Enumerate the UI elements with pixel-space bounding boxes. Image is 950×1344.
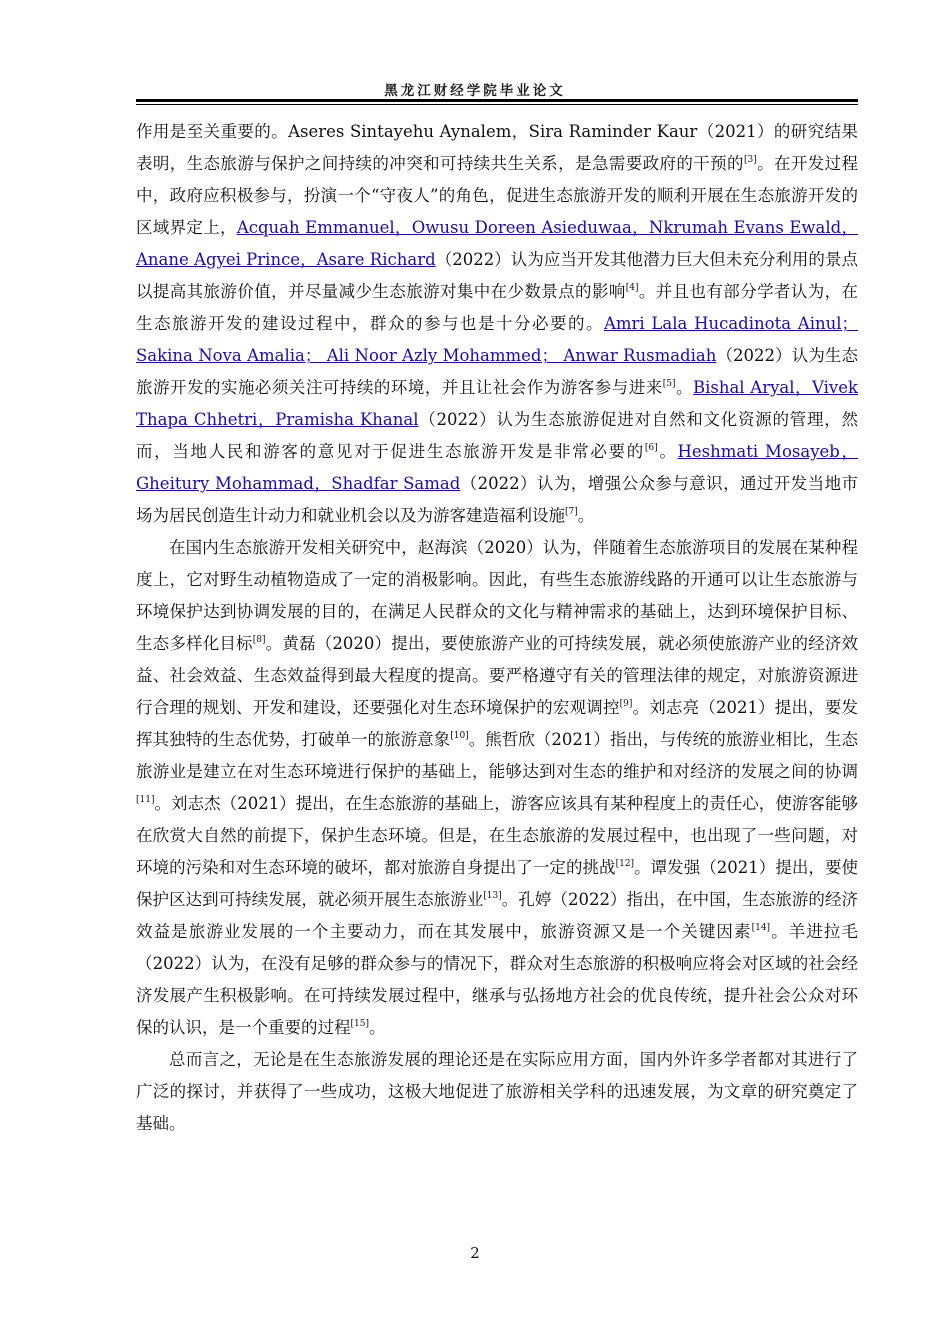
paragraph-text: 。熊哲欣（2021）指出，与传统的旅游业相比，生态旅游业是建立在对生态环境进行保护的基础上，能够达到对生态的维护和对经济的发展之间的协调 (136, 730, 858, 781)
citation-superscript: [14] (751, 922, 771, 933)
header-rule-thick (136, 99, 858, 102)
citation-superscript: [5] (662, 378, 676, 389)
paragraph (136, 532, 858, 1044)
page-header-title: 黑龙江财经学院毕业论文 (384, 83, 566, 99)
paragraph-text: 。谭发强（2021）提出，要使保护区达到可持续发展，就必须开展生态旅游业 (136, 858, 858, 909)
paragraph-text: 。 (657, 442, 678, 461)
paragraph-text: 。在开发过程中，政府应积极参与，扮演一个“守夜人”的角色，促进生态旅游开发的顺利开展在生态旅游开发的区域界定上， (136, 154, 859, 237)
citation-superscript: [12] (615, 858, 635, 869)
paragraph-text: 总而言之，无论是在生态旅游发展的理论还是在实际应用方面，国内外许多学者都对其进行了广泛的探讨，并获得了一些成功，这极大地促进了旅游相关学科的迅速发展，为文章的研究奠定了基础。 (136, 1050, 858, 1133)
citation-superscript: [4] (625, 282, 639, 293)
author-link[interactable]: Bishal Aryal，Vivek Thapa Chhetri，Pramisha Khanal (136, 378, 859, 429)
author-link[interactable]: Acquah Emmanuel，Owusu Doreen Asieduwaa，Nkrumah Evans Ewald，Anane Agyei Prince，Asare Richard (136, 218, 859, 269)
paragraph-text: 。 (577, 506, 595, 525)
paragraph-text: （2022）认为生态旅游开发的实施必须关注可持续的环境，并且让社会作为游客参与进来 (136, 346, 859, 397)
body-text (136, 116, 858, 1140)
citation-superscript: [15] (350, 1018, 369, 1029)
paragraph-text: 。刘志杰（2021）提出，在生态旅游的基础上，游客应该具有某种程度上的责任心，使游客能够在欣赏大自然的前提下，保护生态环境。但是，在生态旅游的发展过程中，也出现了一些问题，对环境的污染和对生态环境的破坏，都对旅游自身提出了一定的挑战 (136, 794, 858, 877)
paragraph-text: 。并且也有部分学者认为，在生态旅游开发的建设过程中，群众的参与也是十分必要的。 (136, 282, 859, 333)
citation-superscript: [7] (565, 506, 578, 517)
citation-superscript: [3] (743, 154, 757, 165)
citation-superscript: [8] (252, 634, 266, 645)
citation-superscript: [10] (450, 730, 469, 741)
header-rule-thin (136, 104, 858, 105)
citation-superscript: [13] (483, 890, 502, 901)
paragraph-text: 在国内生态旅游开发相关研究中，赵海滨（2020）认为，伴随着生态旅游项目的发展在某种程度上，它对野生动植物造成了一定的消极影响。因此，有些生态旅游线路的开通可以让生态旅游与环境保护达到协调发展的目的，在满足人民群众的文化与精神需求的基础上，达到环境保护目标、生态多样化目标 (136, 538, 858, 653)
citation-superscript: [6] (644, 442, 658, 453)
paragraph-text: 。 (368, 1018, 386, 1037)
paragraph-text: 。孔婷（2022）指出，在中国，生态旅游的经济效益是旅游业发展的一个主要动力，而在其发展中，旅游资源又是一个关键因素 (136, 890, 858, 941)
citation-superscript: [9] (619, 698, 633, 709)
paragraph-text: 。黄磊（2020）提出，要使旅游产业的可持续发展，就必须使旅游产业的经济效益、社会效益、生态效益得到最大程度的提高。要严格遵守有关的管理法律的规定，对旅游资源进行合理的规划、开发和建设，还要强化对生态环境保护的宏观调控 (136, 634, 859, 717)
paragraph-text: （2022）认为生态旅游促进对自然和文化资源的管理，然而，当地人民和游客的意见对于促进生态旅游开发是非常必要的 (136, 410, 858, 461)
paragraph (136, 116, 858, 532)
paragraph-text: （2022）认为，增强公众参与意识，通过开发当地市场为居民创造生计动力和就业机会以及为游客建造福利设施 (136, 474, 858, 525)
author-link[interactable]: Heshmati Mosayeb，Gheitury Mohammad，Shadfar Samad (136, 442, 859, 493)
paragraph-text: 作用是至关重要的。Aseres Sintayehu Aynalem，Sira Raminder Kaur（2021）的研究结果表明，生态旅游与保护之间持续的冲突和可持续共生关系，是急需要政府的干预的 (136, 122, 858, 173)
paragraph (136, 1044, 858, 1140)
paragraph-text: 。 (675, 378, 693, 397)
paragraph-text: 。刘志亮（2021）提出，要发挥其独特的生态优势，打破单一的旅游意象 (136, 698, 859, 749)
paragraph-text: 。羊进拉毛（2022）认为，在没有足够的群众参与的情况下，群众对生态旅游的积极响应将会对区域的社会经济发展产生积极影响。在可持续发展过程中，继承与弘扬地方社会的优良传统，提升社会公众对环保的认识，是一个重要的过程 (136, 922, 859, 1037)
citation-superscript: [11] (136, 794, 155, 805)
author-link[interactable]: Amri Lala Hucadinota Ainul； Sakina Nova Amalia； Ali Noor Azly Mohammed； Anwar Rusmadiah (136, 314, 859, 365)
paragraph-text: （2022）认为应当开发其他潜力巨大但未充分利用的景点以提高其旅游价值，并尽量减少生态旅游对集中在少数景点的影响 (136, 250, 858, 301)
page-number: 2 (470, 1244, 480, 1262)
